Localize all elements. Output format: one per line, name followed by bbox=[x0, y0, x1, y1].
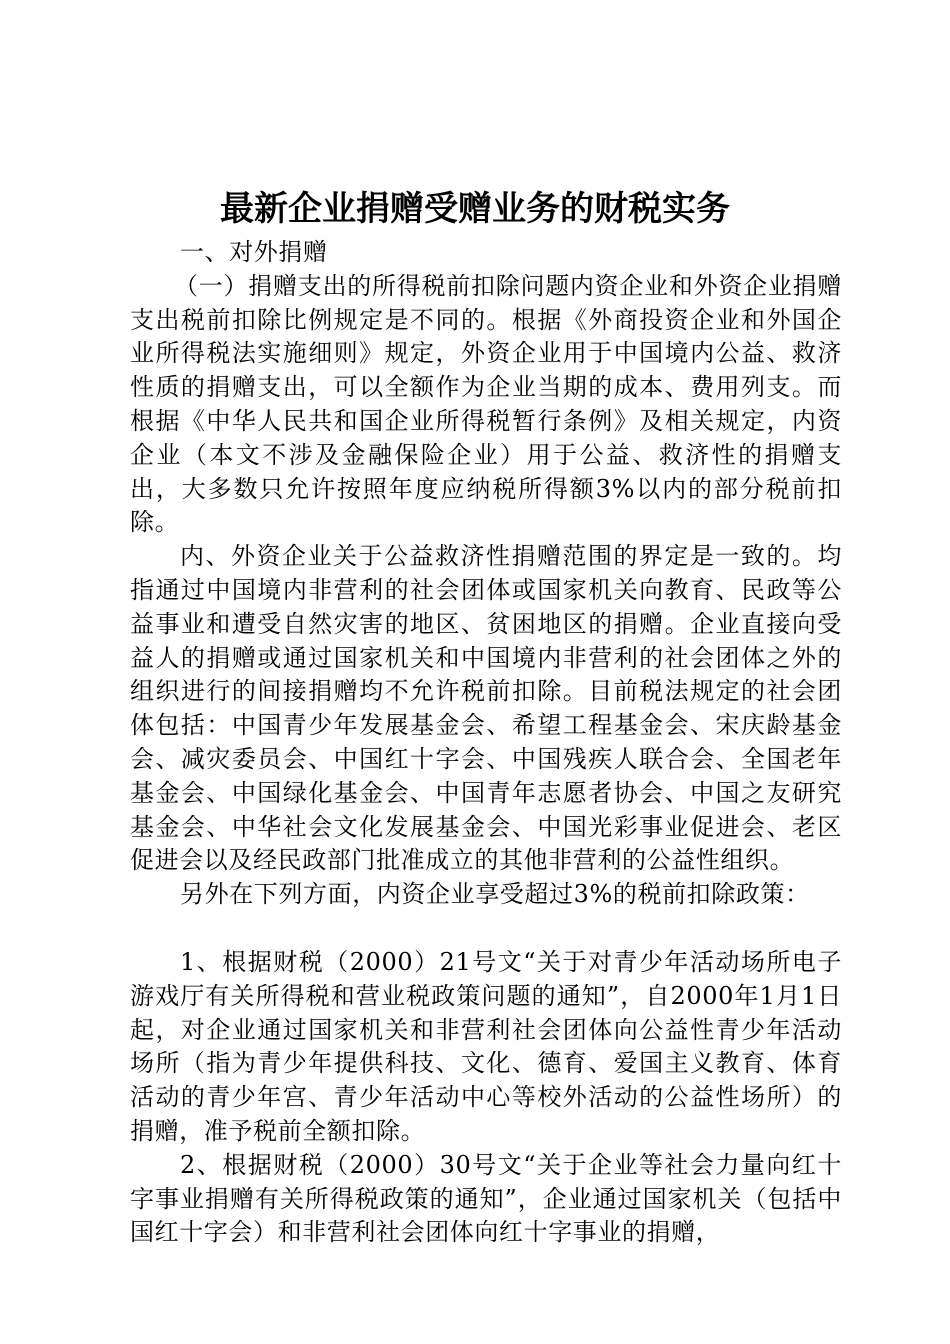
paragraph: 1、根据财税（2000）21号文“关于对青少年活动场所电子游戏厅有关所得税和营业税政策问题的通知”，自2000年1月1日起，对企业通过国家机关和非营利社会团体向公益性青少年活动场所（指为青少年提供科技、文化、德育、爱国主义教育、体育活动的青少年宫、青少年活动中心等校外活动的公益性场所）的捐赠，准予税前全额扣除。 bbox=[130, 947, 842, 1145]
paragraph: （一）捐赠支出的所得税前扣除问题内资企业和外资企业捐赠支出税前扣除比例规定是不同的。根据《外商投资企业和外国企业所得税法实施细则》规定，外资企业用于中国境内公益、救济性质的捐赠支出，可以全额作为企业当期的成本、费用列支。而根据《中华人民共和国企业所得税暂行条例》及相关规定，内资企业（本文不涉及金融保险企业）用于公益、救济性的捐赠支出，大多数只允许按照年度应纳税所得额3%以内的部分税前扣除。 bbox=[130, 271, 842, 537]
paragraph-gap bbox=[130, 912, 842, 946]
paragraph: 内、外资企业关于公益救济性捐赠范围的界定是一致的。均指通过中国境内非营利的社会团体或国家机关向教育、民政等公益事业和遭受自然灾害的地区、贫困地区的捐赠。企业直接向受益人的捐赠或通过国家机关和中国境内非营利的社会团体之外的组织进行的间接捐赠均不允许税前扣除。目前税法规定的社会团体包括：中国青少年发展基金会、希望工程基金会、宋庆龄基金会、减灾委员会、中国红十字会、中国残疾人联合会、全国老年基金会、中国绿化基金会、中国青年志愿者协会、中国之友研究基金会、中华社会文化发展基金会、中国光彩事业促进会、老区促进会以及经民政部门批准成立的其他非营利的公益性组织。 bbox=[130, 542, 842, 875]
document-title: 最新企业捐赠受赠业务的财税实务 bbox=[220, 189, 730, 229]
paragraph: 2、根据财税（2000）30号文“关于企业等社会力量向红十字事业捐赠有关所得税政策的通知”，企业通过国家机关（包括中国红十字会）和非营利社会团体向红十字事业的捐赠， bbox=[130, 1150, 842, 1247]
document-body bbox=[130, 236, 842, 1250]
paragraph: 另外在下列方面，内资企业享受超过3%的税前扣除政策： bbox=[180, 880, 810, 909]
section-heading: 一、对外捐赠 bbox=[180, 238, 328, 266]
